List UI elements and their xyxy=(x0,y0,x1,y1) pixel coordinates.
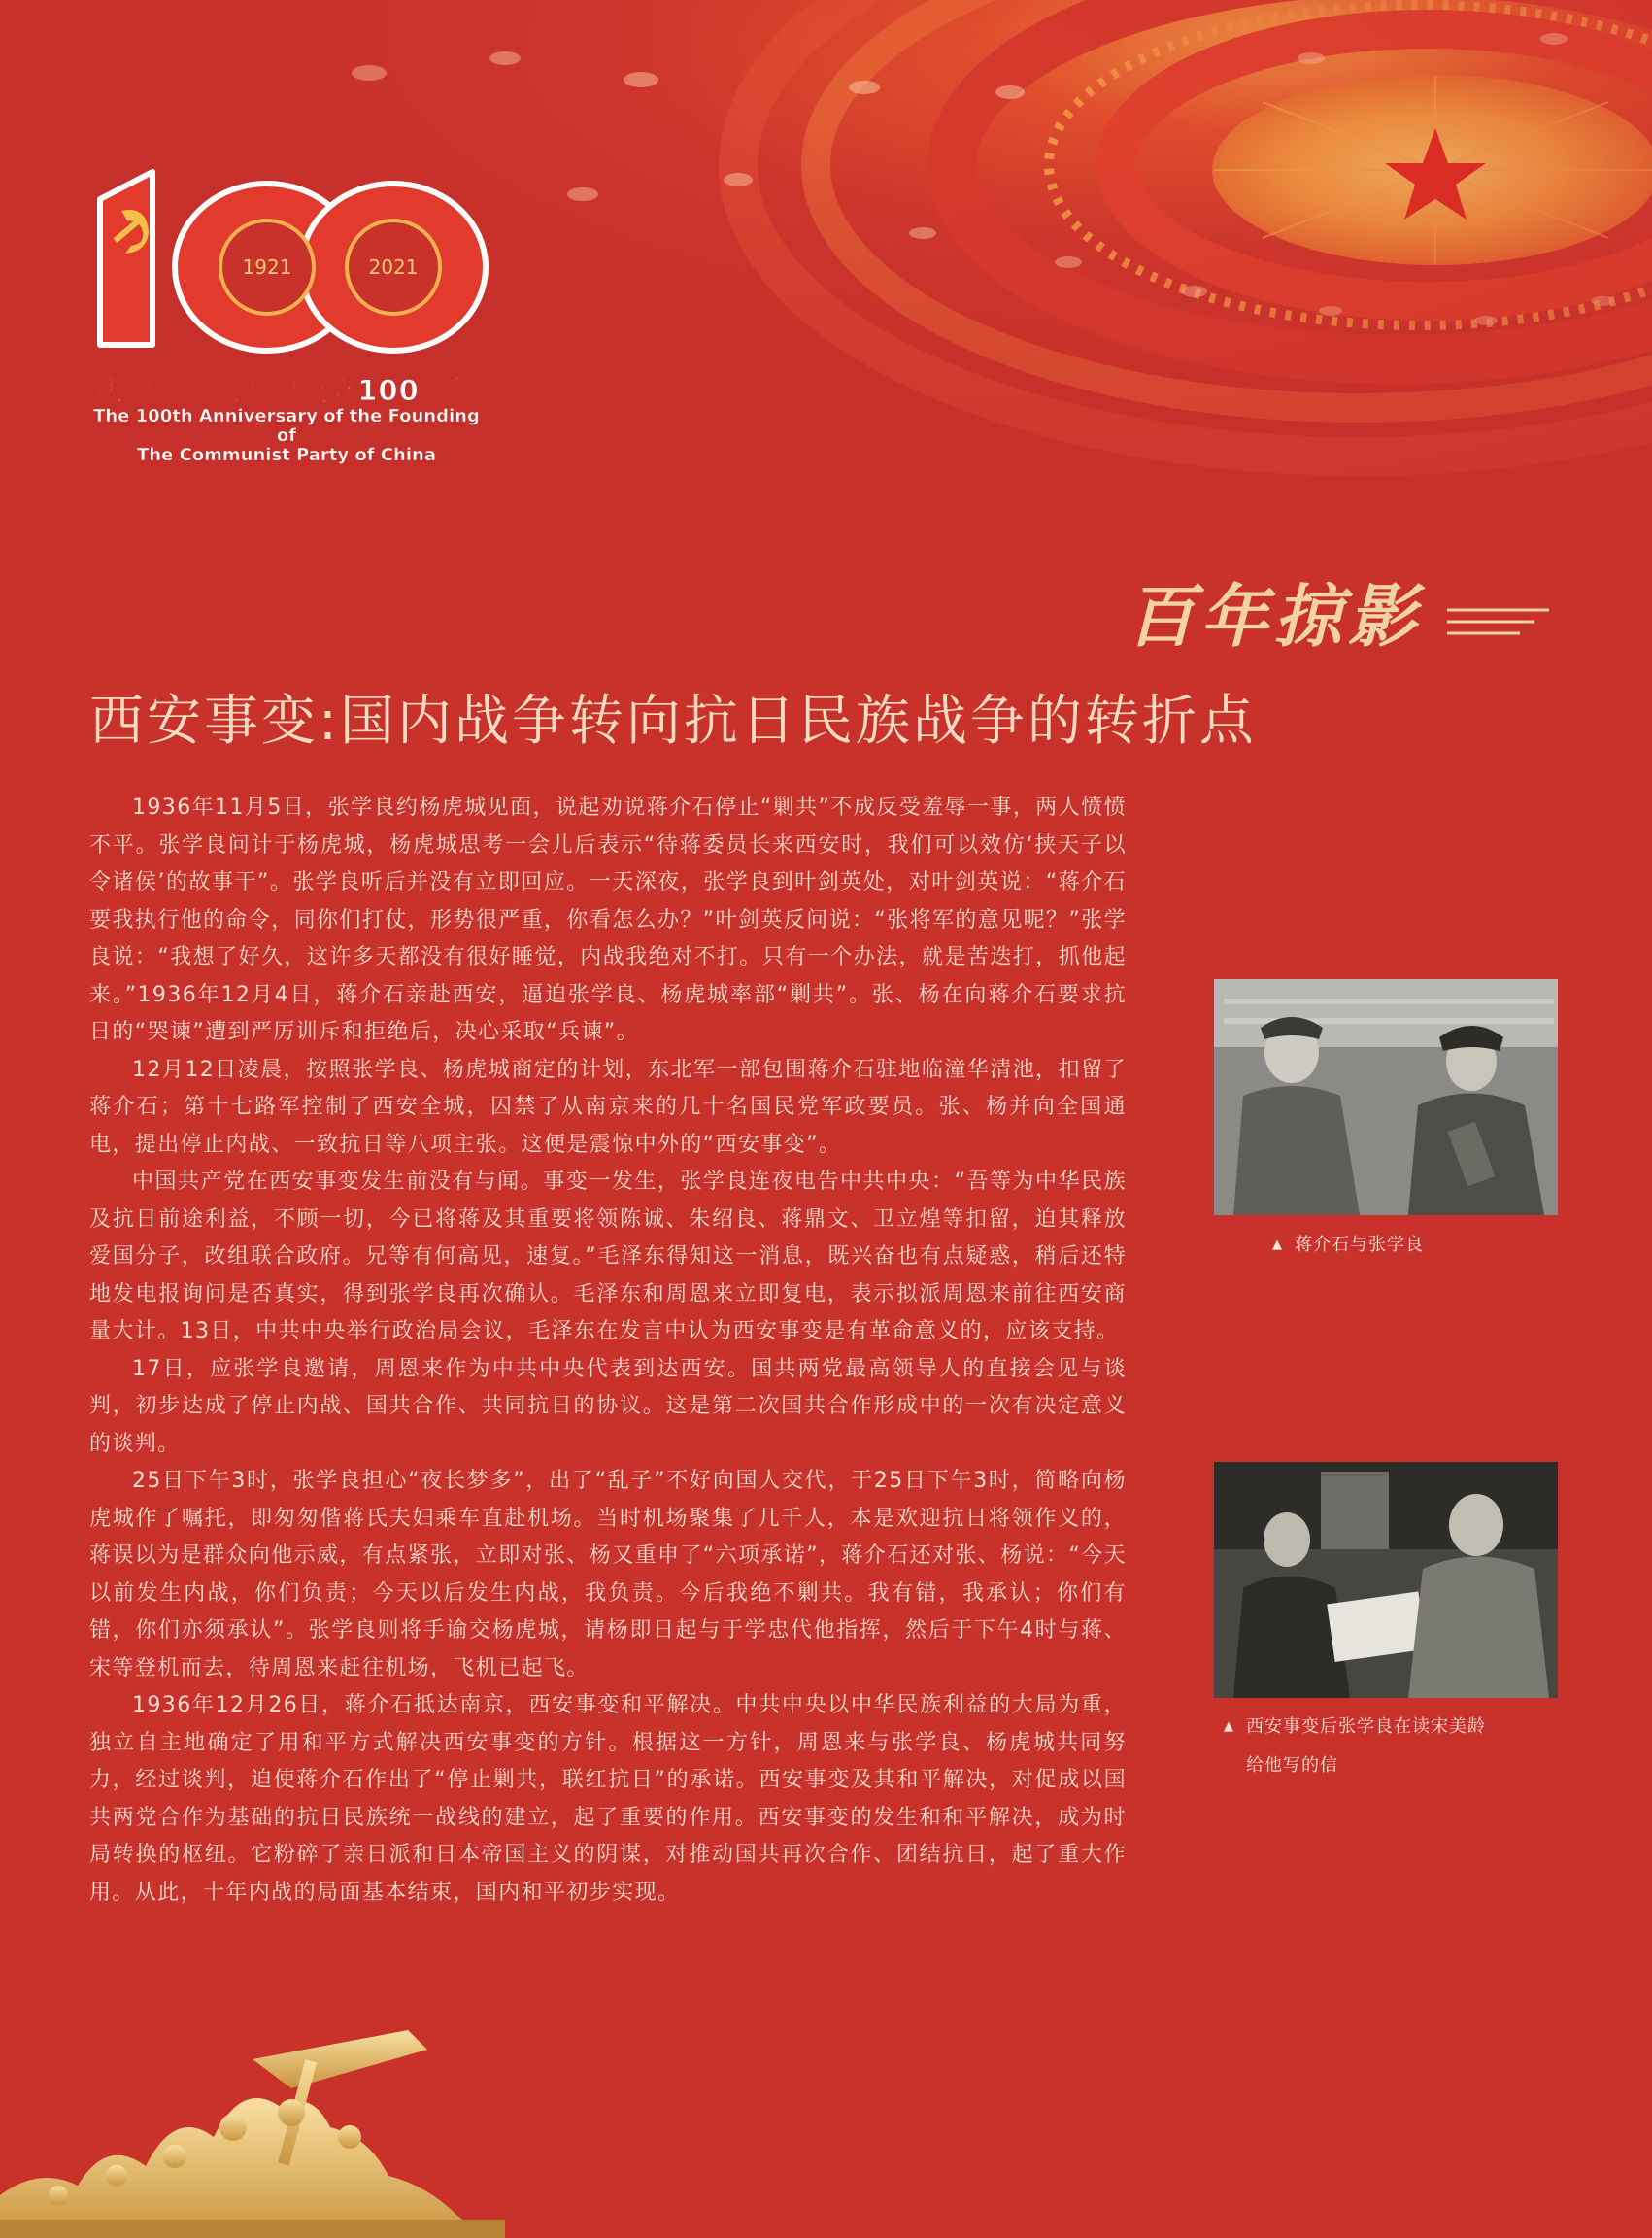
paragraph: 12月12日凌晨，按照张学良、杨虎城商定的计划，东北军一部包围蒋介石驻地临潼华清池，扣留了蒋介石；第十七路军控制了西安全城，囚禁了从南京来的几十名国民党军政要员。张、杨并向全国通电，提出停止内战、一致抗日等八项主张。这便是震惊中外的“西安事变”。 xyxy=(89,1057,1127,1157)
triangle-bullet-icon: ▲ xyxy=(1272,1238,1282,1252)
paragraph: 1936年11月5日，张学良约杨虎城见面，说起劝说蒋介石停止“剿共”不成反受羞辱一事，两人愤愤不平。张学良问计于杨虎城，杨虎城思考一会儿后表示“待蒋委员长来西安时，我们可以效仿‘挟天子以令诸侯’的故事干”。张学良听后并没有立即回应。一天深夜，张学良到叶剑英处，对叶剑英说：“蒋介石要我执行他的命令，同你们打仗，形势很严重，你看怎么办？”叶剑英反问说：“张将军的意见呢？”张学良说：“我想了好久，这许多天都没有很好睡觉，内战我绝对不打。只有一个办法，就是苦迭打，抓他起来。”1936年12月4日，蒋介石亲赴西安，逼迫张学良、杨虎城率部“剿共”。张、杨在向蒋介石要求抗日的“哭谏”遭到严厉训斥和拒绝后，决心采取“兵谏”。 xyxy=(89,796,1127,1044)
logo-year-start: 1921 xyxy=(242,255,292,279)
photo-caption: 蒋介石与张学良 xyxy=(1295,1235,1424,1255)
paragraph: 17日，应张学良邀请，周恩来作为中共中央代表到达西安。国共两党最高领导人的直接会见与谈判，初步达成了停止内战、国共合作、共同抗日的协议。这是第二次国共合作形成中的一次有决定意义的谈判。 xyxy=(89,1356,1127,1456)
paragraph: 25日下午3时，张学良担心“夜长梦多”，出了“乱子”不好向国人交代，于25日下午3时，简略向杨虎城作了嘱托，即匆匆偕蒋氏夫妇乘车直赴机场。当时机场聚集了几千人，本是欢迎抗日将领作义的，蒋误以为是群众向他示威，有点紧张，立即对张、杨又重申了“六项承诺”，蒋介石还对张、杨说：“今天以前发生内战，你们负责；今天以后发生内战，我负责。今后我绝不剿共。我有错，我承认；你们有错，你们亦须承认”。张学良则将手谕交杨虎城，请杨即日起与于学忠代他指挥，然后于下午4时与蒋、宋等登机而去，待周恩来赶往机场，飞机已起飞。 xyxy=(89,1469,1127,1680)
article-body xyxy=(89,790,1127,1912)
triangle-bullet-icon: ▲ xyxy=(1224,1719,1233,1734)
decorative-lines xyxy=(1447,602,1549,651)
logo-caption xyxy=(92,374,481,465)
logo-year-end: 2021 xyxy=(368,255,419,279)
article-headline: 西安事变:国内战争转向抗日民族战争的转折点 xyxy=(89,690,1257,753)
paragraph: 1936年12月26日，蒋介石抵达南京，西安事变和平解决。中共中央以中华民族利益的大局为重，独立自主地确定了用和平方式解决西安事变的方针。根据这一方针，周恩来与张学良、杨虎城共同努力，经过谈判，迫使蒋介石作出了“停止剿共，联红抗日”的承诺。西安事变及其和平解决，对促成以国共两党合作为基础的抗日民族统一战线的建立，起了重要的作用。西安事变的发生和和平解决，成为时局转换的枢纽。它粉碎了亲日派和日本帝国主义的阴谋，对推动国共再次合作、团结抗日，起了重大作用。从此，十年内战的局面基本结束，国内和平初步实现。 xyxy=(89,1693,1127,1905)
section-tag: 百年掠影 xyxy=(1127,577,1422,657)
photo-caption-line: 给他写的信 xyxy=(1246,1755,1338,1776)
monument-relief-image xyxy=(0,2020,544,2238)
logo-title-cn: 庆祝中国共产党成立100周年 xyxy=(95,374,478,407)
photo-caption-line: 西安事变后张学良在读宋美龄 xyxy=(1246,1716,1486,1737)
photo-caption xyxy=(1246,1708,1547,1785)
paragraph: 中国共产党在西安事变发生前没有与闻。事变一发生，张学良连夜电告中共中央：“吾等为中华民族及抗日前途利益，不顾一切，今已将蒋及其重要将领陈诚、朱绍良、蒋鼎文、卫立煌等扣留，迫其释放爱国分子，改组联合政府。兄等有何高见，速复。”毛泽东得知这一消息，既兴奋也有点疑惑，稍后还特地发电报询问是否真实，得到张学良再次确认。毛泽东和周恩来立即复电，表示拟派周恩来前往西安商量大计。13日，中共中央举行政治局会议，毛泽东在发言中认为西安事变是有革命意义的，应该支持。 xyxy=(89,1170,1127,1343)
logo-title-en-1: The 100th Anniversary of the Founding of xyxy=(93,406,480,446)
number-100-graphic xyxy=(100,172,486,351)
photo-zhang-reading-letter xyxy=(1214,1462,1558,1698)
logo-title-en-2: The Communist Party of China xyxy=(137,445,436,465)
photo-chiang-zhang xyxy=(1214,979,1558,1215)
